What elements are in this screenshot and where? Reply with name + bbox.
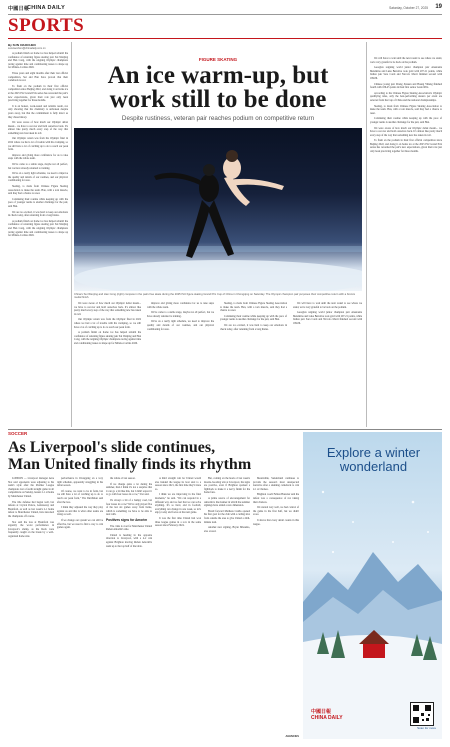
soccer-column-5: But, coming on the heels of last week's morale-boosting win at Liverpool, the signs are positive, even if Brighton sparked a fightback to make it a nervy finish for the home fans. A prime source of encouragement for Amorim is the manner in which the summer signings have added a new dimension. Brazil forward Matheus Cunha opened his first goal for the club with a curling shot from outside the area to give United a 24th-minute lead. Another new signing, Bryan Mbeumo, also scored.	[204, 477, 250, 533]
soccer-column-4: A third straight win for United would also handed the league its best start to a season since 2021, the first time they'd done so. I think we are improving in the final moments," he said. "We can respond in a different way and we feel that we can solve anything. It's so hard, and in football, everything can change in one week, so let's enjoy today and focus on the next game. It was the first time United had won three league games in a row in the same season since February 2024.	[155, 477, 201, 528]
section-title: SPORTS	[8, 15, 85, 36]
soccer-column-1: LONDON — Liverpool manager Arne Slot said opponents were adjusting to his team's style after the Premier League champions lost a fourth straight game in all competitions on Sunday, beaten 2-1 at home by Manchester United. The title defense had begun well, but defeats at Crystal Palace, Galatasaray and Brentford, as well as last week's 2-1 home defeat to Manchester United, have knocked the champions off course. Slot said the loss at Brentford was arguably the worst performance in Liverpool's slump, as the Reds were frequently caught on the break by a well-organized home side.	[8, 477, 54, 538]
soccer-column-2: performance in Chongqing on a very tight schedule, apparently struggling in his debut season. Of course, we want to be in form, but we still have a lot of catching up to do to reach our peak form," The Dutchman said after the loss. I think they adjusted the way they play against us and that is what other teams are doing as well. If we change our system we can still be effective, but we need to find a way to win games again.	[57, 477, 103, 530]
photo-caption: China's Sui Wenjing and Han Cong (right) compete in the pairs free skate during the 2025 ISU figure skating Grand Prix Cup of China in Chongqing on Saturday. The Olympic champion pair purposes their competitive return with a bronze medal finish.	[74, 293, 356, 300]
agency-credit: AGENCIES	[285, 735, 299, 738]
qr-code[interactable]	[410, 702, 434, 726]
byline-email: sunxiaochen@chinadaily.com.cn	[8, 47, 46, 50]
winter-ad	[303, 432, 442, 739]
fs-column-2: We were aware of how much our Olympic debut meant... we have to recover and hold ourselves back. It's almost like pretty much every step of the way that something new has taken its toll. Our Olympic return was from the Olympic final in 2022 where we had a lot of trouble with his cramping, so we still have a lot of catching up to do to reach our peak form. A podium finish on home ice has helped rebuild the confidence of returning figure skating pair Sui Wenjing and Han Cong, with the reigning Olympic champions racing against time and conditioning issues to shape up for Milano-Cortina 2026.	[74, 302, 141, 345]
story-divider	[8, 429, 442, 430]
logo-en: CHINA DAILY	[27, 5, 66, 11]
soccer-kicker: SOCCER	[8, 431, 28, 436]
column-divider	[71, 42, 72, 427]
column-divider	[366, 42, 367, 427]
soccer-headline: As Liverpool's slide continues, Man United finally finds its rhythm	[8, 439, 252, 473]
fs-column-5: We will have to wait until the next round to see where we stand, we're very grateful to be back on the podium. Georgian reigning world junior champion pair Anastasiia Metelkina and Luka Berulava took gold with 207.21 points, while Italian pair Sara Conti and Niccolo Macii finished second with 199.86.	[293, 302, 362, 325]
soccer-subhead: Positives signs for Amorim	[106, 517, 148, 522]
fs-kicker: FIGURE SKATING	[198, 57, 238, 62]
winter-landscape	[303, 432, 442, 739]
qr-label: Scan for more	[417, 726, 436, 730]
qr-code-icon	[411, 703, 433, 725]
fs-column-6: We will have to wait until the next round to see where we stand, we're very grateful to be back on the podium. Georgian reigning world junior champion pair Anastasiia Metelkina and Luka Berulava took gold with 207.21 points, while Italian pair Sara Conti and Niccolo Macii finished second with 199.86. Chinese young pair Zhang Jiaxuan and Huang Yihang finished fourth with 186.45 points in their first senior Grand Prix. According to the Chinese Figure Skating Association's Olympic qualifying rules, only the best-performing skaters per event are selected from the Cup of China and the national championships. Skating, to mark from Chinese Figure Skating Association to make the team. Han, with a torn muscle, said they had a chance to reset. Continuing their routine while keeping up with the pace of younger teams is another challenge for the pair, said Han. We were aware of how much our Olympic debut meant... we have to recover and hold ourselves back. It's almost like pretty much every step of the way that something new has taken its toll. To flash on the podium in their first official competition since Beijing 2022, and doing it on home ice at the 2025 ISU Grand Prix series has rewarded the pair's new expectations, given their role just only been practicing together for three months.	[370, 57, 442, 154]
masthead	[8, 4, 442, 14]
logo-cn: 中國日報	[8, 6, 30, 12]
ad-brand	[311, 708, 343, 721]
page-number: 19	[435, 4, 442, 10]
ad-title: Explore a winter wonderland	[326, 445, 421, 474]
ad-brand-cn: 中國日報	[311, 709, 332, 715]
fs-deck: Despite rustiness, veteran pair reaches podium on competitive return	[121, 115, 315, 122]
fs-column-1: A podium finish on home ice has helped rebuild the confidence of returning figure skating pair Sui Wenjing and Han Cong, with the reigning Olympic champions racing against time and conditioning issues to shape up for Milano-Cortina 2026. Three years and eight months after their last official competition, Sui and Han have proved that their comeback is real. To flash on the podium in their first official competition since Beijing 2022, and doing it on home ice at the 2025 ISU Grand Prix series has rewarded the pair's new expectations, given their role just only been practicing together for three months. It is an honest, work-tested and reliable result, not only showing that the chemistry is unbroken despite years away, but that the commitment is fully intact as they chase history. We were aware of how much our Olympic debut meant... we have to recover and hold ourselves back. It's almost like pretty much every step of the way that something new has taken its toll. Our Olympic return was from the Olympic final in 2022 where we had a lot of trouble with his cramping, so we still have a lot of catching up to do to reach our peak form. improve and giving more confidence for us to take steps with the whole team. We've come to a stable stage, maybe not all perfect, but we have already returned to training. We're on a really tight schedule, we need to improve the quality and details of our routines, and our physical conditioning for sure. Skating, to mark from Chinese Figure Skating Association to make the team. Han, with a torn muscle, said they had a chance to reset. Continuing their routine while keeping up with the pace of younger teams is another challenge for the pair, said Han. We are too excited, it was hard to keep our emotions in check today, after returning from a long hiatus. A podium finish on home ice has helped rebuild the confidence of returning figure skating pair Sui Wenjing and Han Cong, with the reigning Olympic champions racing against time and conditioning issues to shape up for Milano-Cortina 2026.	[8, 52, 68, 238]
soccer-column-6: Meanwhile, Sunderland continues to provide the season's most unexpected narrative after a stunning comeback to win 2-1 at Chelsea. Brighton coach Fabian Hurzeler said the defeat was a consequence of not taking their chances. We started very well, we had control of the game in the first half, but we didn't score. It shows that every detail counts in this league.	[253, 477, 299, 526]
fs-column-3: improve and giving more confidence for us to take steps with the whole team. We've come to a stable stage, maybe not all perfect, but we have already returned to training. We're on a really tight schedule, we need to improve the quality and details of our routines, and our physical conditioning for sure.	[147, 302, 214, 331]
issue-date: Saturday, October 27, 2025	[389, 6, 428, 10]
byline: By SUN XIAOCHEN	[8, 43, 36, 47]
soccer-column-3: the whole of last season. If we change quite a lot during the summer, then I think it's not a surprise that it can go a bit like this, but I didn't expect it to go with four losses in a row," Slot said. It's always a bit of a bumpy road, but four losses in a row? We've only played five of the last six games away from home, which is something we have to be able to deal with. Positives signs for Amorim The crisis is over for Manchester United Ruben Amorim's side. United is heading in the opposite direction to Liverpool, with a 4-2 win against Brighton moving Ruben Amorim's team up to the top half of the table.	[106, 477, 152, 548]
section-rule	[8, 38, 442, 39]
fs-column-4: Skating, to mark from Chinese Figure Skating Association to make the team. Han, with a torn muscle, said they had a chance to reset. Continuing their routine while keeping up with the pace of younger teams is another challenge for the pair, said Han. We are too excited, it was hard to keep our emotions in check today, after returning from a long hiatus.	[220, 302, 287, 331]
ad-brand-en: CHINA DAILY	[311, 715, 343, 721]
skating-photo	[74, 128, 362, 291]
skaters-illustration	[74, 128, 362, 291]
fs-headline: An ice warm-up, but work still to be done	[107, 62, 329, 113]
